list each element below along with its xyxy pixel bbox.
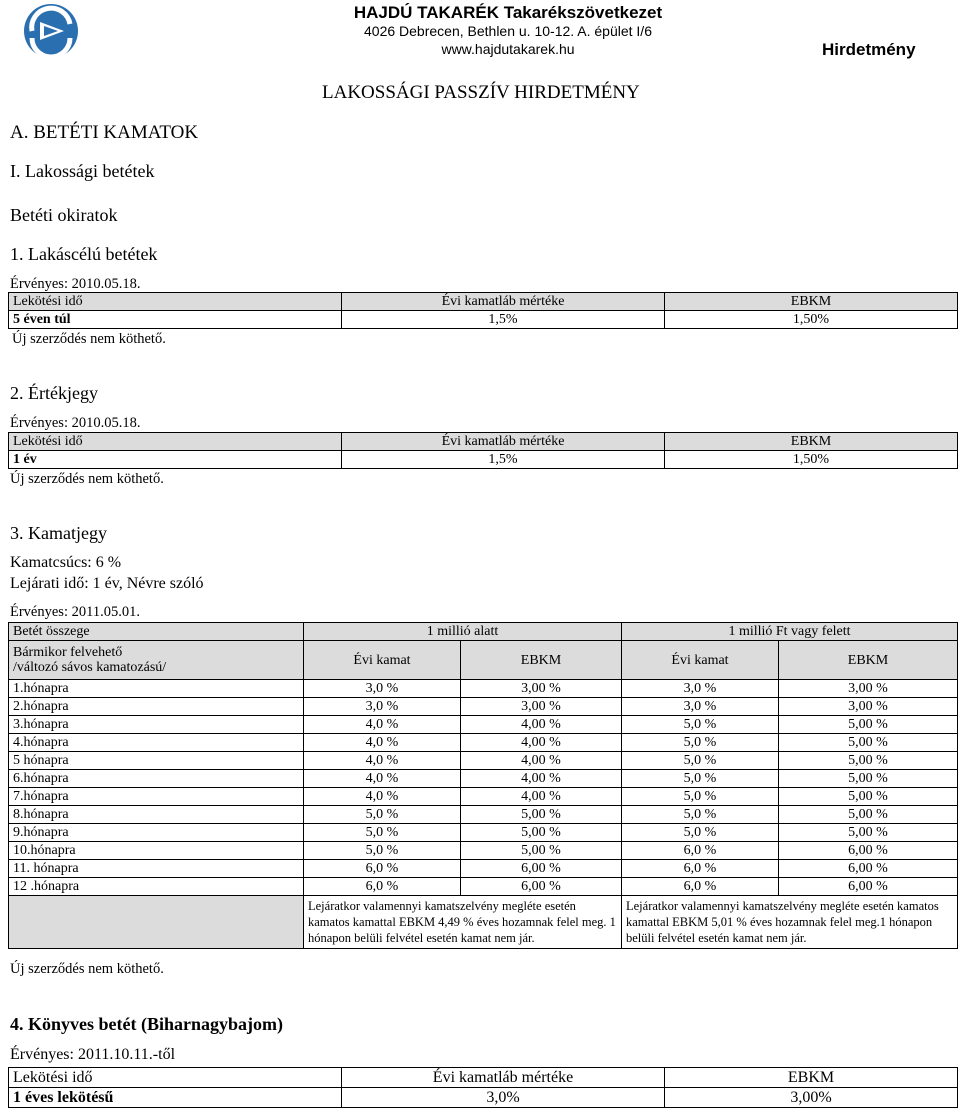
row-period: 4.hónapra <box>9 734 304 752</box>
ebkm-felett: 6,00 % <box>779 842 958 860</box>
heading-a: A. BETÉTI KAMATOK <box>10 122 199 143</box>
row-period: 1.hónapra <box>9 680 304 698</box>
ebkm-alatt: 4,00 % <box>461 788 622 806</box>
section1-table <box>8 292 958 329</box>
company-web: www.hajdutakarek.hu <box>441 41 575 57</box>
rate-felett: 5,0 % <box>622 806 779 824</box>
rate-alatt: 4,0 % <box>304 716 461 734</box>
rate-alatt: 3,0 % <box>304 698 461 716</box>
rate-felett: 3,0 % <box>622 698 779 716</box>
section3-title: 3. Kamatjegy <box>10 523 107 543</box>
row-period: 9.hónapra <box>9 824 304 842</box>
doc-type: Hirdetmény <box>822 40 916 59</box>
header-barmikor <box>9 641 304 680</box>
table-row <box>9 860 958 878</box>
rate-felett: 5,0 % <box>622 734 779 752</box>
row-period: 3.hónapra <box>9 716 304 734</box>
row-period: 6.hónapra <box>9 770 304 788</box>
ebkm-felett: 3,00 % <box>779 698 958 716</box>
ebkm-alatt: 4,00 % <box>461 770 622 788</box>
ebkm-alatt: 5,00 % <box>461 806 622 824</box>
ebkm-alatt: 3,00 % <box>461 698 622 716</box>
header-ebkm: EBKM <box>665 1068 958 1088</box>
section3-line1: Kamatcsúcs: 6 % <box>10 554 122 571</box>
rate-felett: 5,0 % <box>622 716 779 734</box>
rate-felett: 5,0 % <box>622 824 779 842</box>
header-osszeg: Betét összege <box>9 623 304 641</box>
rate-alatt: 4,0 % <box>304 752 461 770</box>
table-row <box>9 842 958 860</box>
header-kamat: Évi kamatláb mértéke <box>342 433 665 451</box>
rate-felett: 6,0 % <box>622 842 779 860</box>
row-period: 12 .hónapra <box>9 878 304 896</box>
ebkm-felett: 6,00 % <box>779 878 958 896</box>
rate-alatt: 5,0 % <box>304 824 461 842</box>
header-kamat: Évi kamatláb mértéke <box>342 1068 665 1088</box>
table-row <box>9 770 958 788</box>
row-period: 8.hónapra <box>9 806 304 824</box>
row-ebkm: 1,50% <box>665 311 958 329</box>
table-row <box>9 806 958 824</box>
section3-table <box>8 622 958 949</box>
ebkm-felett: 5,00 % <box>779 806 958 824</box>
rate-alatt: 3,0 % <box>304 680 461 698</box>
barmikor-line1: Bármikor felvehető <box>13 645 123 660</box>
rate-alatt: 4,0 % <box>304 788 461 806</box>
page-title: LAKOSSÁGI PASSZÍV HIRDETMÉNY <box>322 82 640 103</box>
rate-alatt: 6,0 % <box>304 860 461 878</box>
table-row <box>9 824 958 842</box>
row-period: 2.hónapra <box>9 698 304 716</box>
ebkm-alatt: 6,00 % <box>461 860 622 878</box>
rate-alatt: 4,0 % <box>304 734 461 752</box>
note-empty-cell <box>9 896 304 949</box>
row-ebkm: 3,00% <box>665 1088 958 1108</box>
header-ebkm: EBKM <box>665 433 958 451</box>
barmikor-line2: /változó sávos kamatozású/ <box>13 660 167 675</box>
rate-felett: 6,0 % <box>622 878 779 896</box>
table-row <box>9 680 958 698</box>
ebkm-felett: 5,00 % <box>779 770 958 788</box>
sub-ebkm-alatt: EBKM <box>461 641 622 680</box>
ebkm-felett: 5,00 % <box>779 752 958 770</box>
rate-felett: 3,0 % <box>622 680 779 698</box>
section1-note: Új szerződés nem köthető. <box>12 331 166 347</box>
section4-valid: Érvényes: 2011.10.11.-től <box>10 1046 176 1063</box>
row-ebkm: 1,50% <box>665 451 958 469</box>
section4-title: 4. Könyves betét (Biharnagybajom) <box>10 1014 283 1034</box>
section3-note: Új szerződés nem köthető. <box>10 961 164 977</box>
row-period: 10.hónapra <box>9 842 304 860</box>
heading-okiratok: Betéti okiratok <box>10 205 118 225</box>
table-row <box>9 878 958 896</box>
rate-felett: 6,0 % <box>622 860 779 878</box>
heading-i: I. Lakossági betétek <box>10 161 155 181</box>
section1-title: 1. Lakáscélú betétek <box>10 244 158 264</box>
table-row <box>9 698 958 716</box>
rate-felett: 5,0 % <box>622 770 779 788</box>
section3-line2: Lejárati idő: 1 év, Névre szóló <box>10 575 204 592</box>
ebkm-alatt: 5,00 % <box>461 842 622 860</box>
sub-kamat-alatt: Évi kamat <box>304 641 461 680</box>
company-header <box>318 4 698 58</box>
header-ebkm: EBKM <box>665 293 958 311</box>
header-alatt: 1 millió alatt <box>304 623 622 641</box>
row-period: 5 hónapra <box>9 752 304 770</box>
ebkm-felett: 5,00 % <box>779 716 958 734</box>
section1-valid: Érvényes: 2010.05.18. <box>10 276 141 292</box>
section2-valid: Érvényes: 2010.05.18. <box>10 415 141 431</box>
company-address: 4026 Debrecen, Bethlen u. 10-12. A. épület I/6 <box>364 23 652 39</box>
row-rate: 1,5% <box>342 311 665 329</box>
ebkm-felett: 5,00 % <box>779 734 958 752</box>
row-rate: 3,0% <box>342 1088 665 1108</box>
row-rate: 1,5% <box>342 451 665 469</box>
header-lekotes: Lekötési idő <box>9 1068 342 1088</box>
section2-table <box>8 432 958 469</box>
rate-felett: 5,0 % <box>622 752 779 770</box>
rate-alatt: 5,0 % <box>304 842 461 860</box>
row-period: 11. hónapra <box>9 860 304 878</box>
ebkm-alatt: 4,00 % <box>461 752 622 770</box>
section2-note: Új szerződés nem köthető. <box>10 471 164 487</box>
ebkm-alatt: 6,00 % <box>461 878 622 896</box>
table-row <box>9 788 958 806</box>
company-name: HAJDÚ TAKARÉK Takarékszövetkezet <box>353 3 663 22</box>
section4-table <box>8 1067 958 1108</box>
rate-felett: 5,0 % <box>622 788 779 806</box>
table-row <box>9 752 958 770</box>
row-term: 1 éves lekötésű <box>9 1088 342 1108</box>
header-felett: 1 millió Ft vagy felett <box>622 623 958 641</box>
header-lekotes: Lekötési idő <box>9 293 342 311</box>
ebkm-felett: 3,00 % <box>779 680 958 698</box>
section3-valid: Érvényes: 2011.05.01. <box>10 604 140 620</box>
header-lekotes: Lekötési idő <box>9 433 342 451</box>
ebkm-alatt: 3,00 % <box>461 680 622 698</box>
rate-alatt: 5,0 % <box>304 806 461 824</box>
rate-alatt: 4,0 % <box>304 770 461 788</box>
ebkm-alatt: 5,00 % <box>461 824 622 842</box>
section3-rows <box>9 680 958 896</box>
header-kamat: Évi kamatláb mértéke <box>342 293 665 311</box>
company-logo <box>20 2 82 60</box>
table-row <box>9 716 958 734</box>
ebkm-alatt: 4,00 % <box>461 734 622 752</box>
ebkm-felett: 5,00 % <box>779 788 958 806</box>
ebkm-felett: 5,00 % <box>779 824 958 842</box>
row-period: 7.hónapra <box>9 788 304 806</box>
section2-title: 2. Értékjegy <box>10 383 98 403</box>
note-alatt: Lejáratkor valamennyi kamatszelvény megléte esetén kamatos kamattal EBKM 4,49 % éves hozamnak felel meg. 1 hónapon belüli felvétel esetén kamat nem jár. <box>304 896 622 949</box>
table-row <box>9 734 958 752</box>
sub-kamat-felett: Évi kamat <box>622 641 779 680</box>
sub-ebkm-felett: EBKM <box>779 641 958 680</box>
ebkm-alatt: 4,00 % <box>461 716 622 734</box>
ebkm-felett: 6,00 % <box>779 860 958 878</box>
note-felett: Lejáratkor valamennyi kamatszelvény megléte esetén kamatos kamattal EBKM 5,01 % éves hozamnak felel meg.1 hónapon belüli felvétel esetén kamat nem jár. <box>622 896 958 949</box>
rate-alatt: 6,0 % <box>304 878 461 896</box>
row-term: 5 éven túl <box>9 311 342 329</box>
row-term: 1 év <box>9 451 342 469</box>
